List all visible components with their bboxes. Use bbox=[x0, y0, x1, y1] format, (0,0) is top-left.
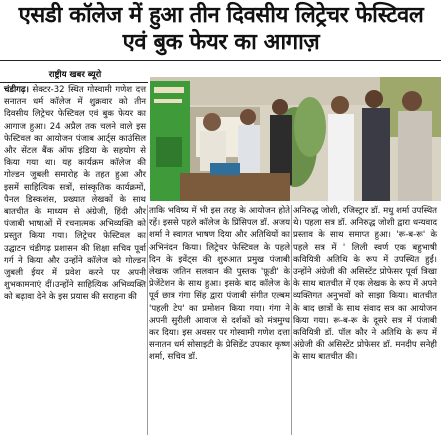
dateline: चंडीगढ़। bbox=[4, 85, 29, 95]
headline: एसडी कॉलेज में हुआ तीन दिवसीय लिट्रेचर फेस्टिवल एवं बुक फेयर का आगाज़ bbox=[18, 3, 424, 55]
column-divider-1 bbox=[147, 205, 148, 435]
column-3: अनिरुद्ध जोशी, रजिस्ट्रार डॉ. मधु शर्मा उपस्थित थे। पहला सत्र डॉ. अनिरुद्ध जोशी द्वारा धन्यवाद प्रस्ताव के साथ समाप्त हुआ। 'रू-ब-रू' के पहले सत्र में ' लिली स्वर्ण एक बहुभाषी कवियित्री अतिथि के रूप में उपस्थित हुईं। उन्होंने अंग्रेजी की असिस्टेंट प्रोफेसर पूर्वा त्रिखा के साथ बातचीत में एक लेखक के रूप में अपने व्यक्तिगत अनुभवों को साझा किया। बातचीत के बाद छात्रों के साथ संवाद सत्र का आयोजन किया गया। रू-ब-रू के दूसरे सत्र में पंजाबी कवियित्री डॉ. पॉल कौर ने अतिथि के रूप में अंग्रेजी की असिस्टेंट प्रोफेसर डॉ. मनदीप सनेही के साथ बातचीत की। bbox=[293, 206, 437, 363]
column-1 bbox=[4, 84, 146, 304]
byline-rule bbox=[0, 82, 148, 83]
column-2: ताकि भविष्य में भी इस तरह के आयोजन होते रहें। इससे पहले कॉलेज के प्रिंसिपल डॉ. अजय शर्मा ने स्वागत भाषण दिया और अतिथियों का अभिनंदन किया। लिट्रेचर फेस्टिवल के पहले दिन के इवेंट्स की शुरुआत प्रमुख पंजाबी लेखक जतिन सलवान की पुस्तक 'फ़ूडी' के प्रेजेंटेशन के साथ हुआ। इसके बाद कॉलेज के पूर्व छात्र गंगा सिंह द्वारा पंजाबी संगीत एल्बम 'पहली टेप' का प्रमोशन किया गया। गंगा ने अपनी सुरीली आवाज से दर्शकों को मंत्रमुग्ध कर दिया। इस अवसर पर गोस्वामी गणेश दत्ता सनातन धर्म सोसाइटी के प्रेसिडेंट उपकार कृष्ण शर्मा, सचिव डॉ. bbox=[149, 206, 290, 363]
column-1-text: सेक्टर-32 स्थित गोस्वामी गणेश दत्त सनातन धर्म कॉलेज में शुक्रवार को तीन दिवसीय लिट्रेचर फेस्टिवल एवं बुक फेयर का आगाज हुआ। 24 अप्रैल तक चलने वाले इस फेस्टिवल का आयोजन पंजाब आर्ट्स काउंसिल और सेंटल बैंक ऑफ इंडिया के सहयोग से किया गया था। यह कार्यक्रम कॉलेज की गोल्डन जुबली समारोह के तहत हुआ और इसमें साहित्यिक सत्रों, सांस्कृतिक कार्यक्रमों, पैनल डिस्कशंस, प्रख्यात लेखकों के साथ बातचीत के माध्यम से अंग्रेजी, हिंदी और पंजाबी भाषाओं में रचनात्मक अभिव्यक्ति को प्रस्तुत किया गया। लिट्रेचर फेस्टिवल का उद्घाटन चंडीगढ़ प्रशासन की शिक्षा सचिव पूर्वा गर्ग ने किया और उन्होंने कॉलेज को गोल्डन जुबली ईयर में प्रवेश करने पर अपनी शुभकामनाएं दीं।उन्होंने साहित्यिक अभिव्यक्ति को बढ़ावा देने के इस प्रयास की सराहना की bbox=[4, 85, 146, 303]
headline-rule bbox=[0, 60, 441, 61]
byline: राष्ट्रीय खबर ब्यूरो bbox=[48, 70, 102, 80]
column-divider-2 bbox=[291, 205, 292, 435]
event-photo bbox=[150, 77, 441, 201]
event-photo-illustration bbox=[150, 77, 441, 201]
